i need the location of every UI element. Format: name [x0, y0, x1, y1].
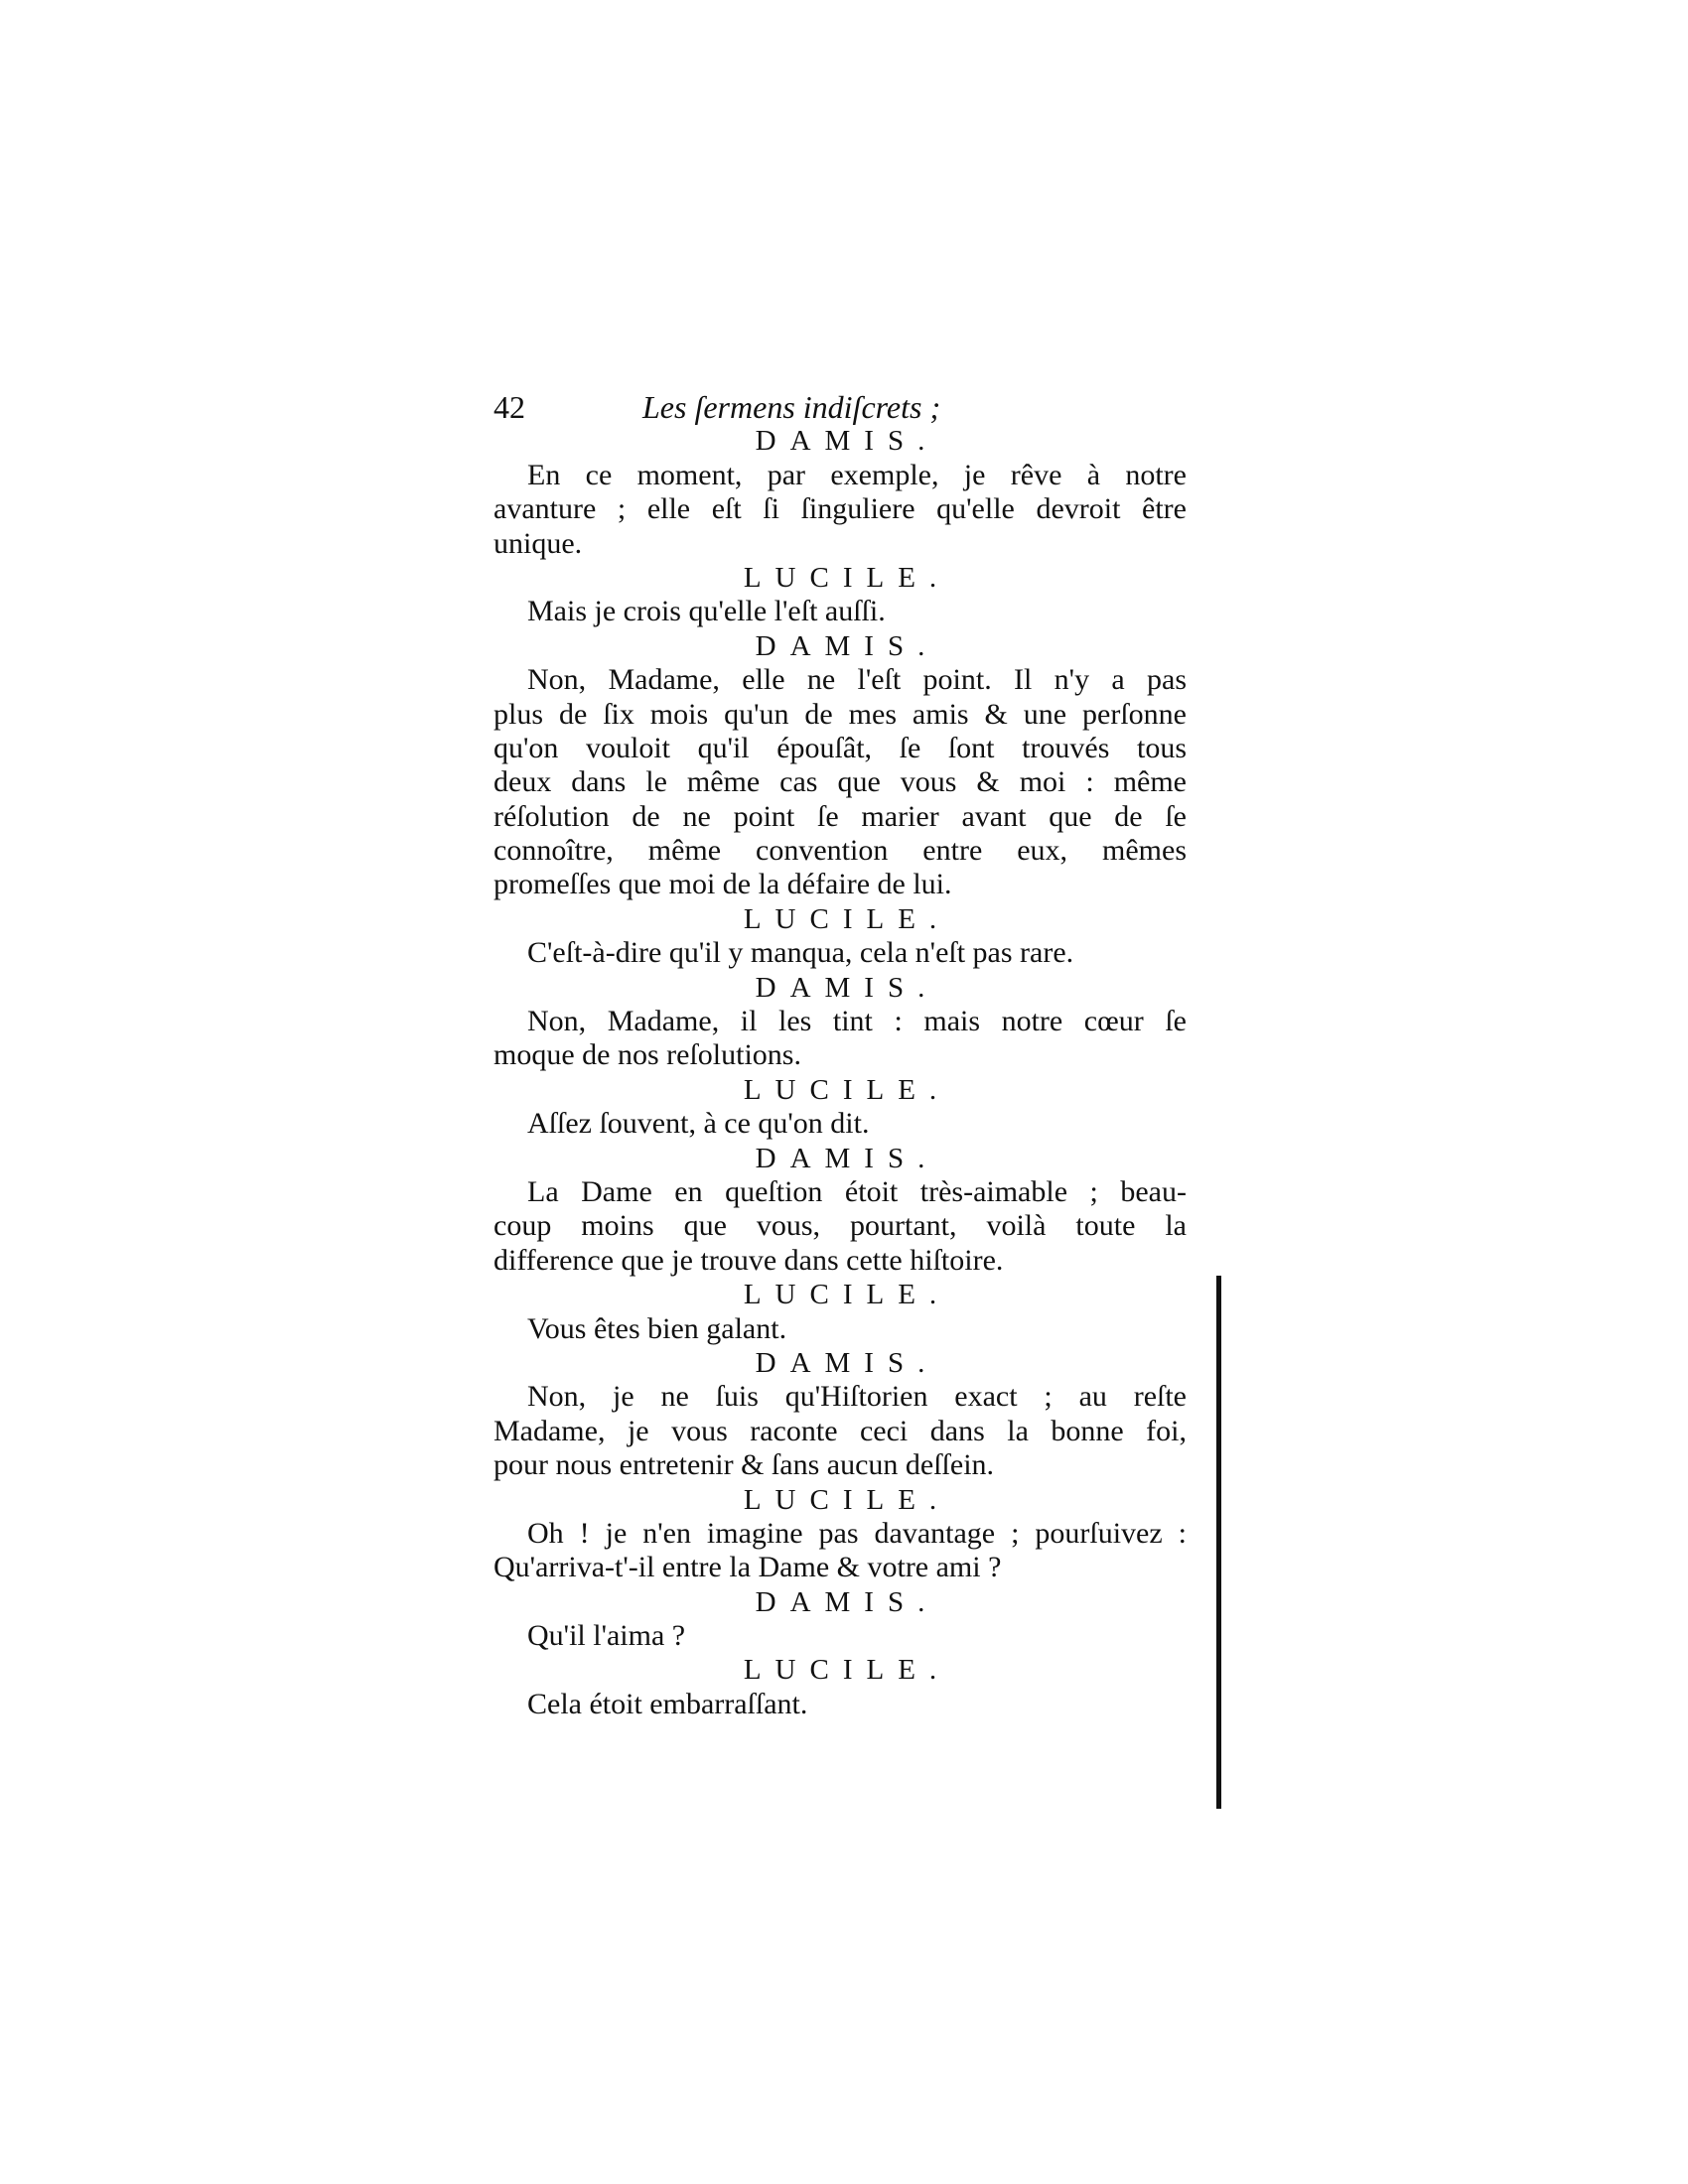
speaker-name: LUCILE. — [743, 1483, 951, 1516]
scan-margin-bar — [1216, 1276, 1221, 1809]
speaker-name: DAMIS. — [755, 1346, 939, 1379]
speaker-name: LUCILE. — [743, 1279, 951, 1311]
speech-line: En ce moment, par exemple, je rêve à notre — [527, 458, 1187, 491]
speech-line: promeſſes que moi de la défaire de lui. — [493, 868, 952, 901]
speech-line: Non, Madame, elle ne l'eſt point. Il n'y a pas — [527, 663, 1187, 697]
speaker-name: DAMIS. — [755, 971, 939, 1004]
speech-line: Qu'il l'aima ? — [527, 1619, 686, 1653]
speech-line: avanture ; elle eſt ſi ſinguliere qu'elle devroit être — [493, 492, 1187, 526]
speaker-name: DAMIS. — [755, 425, 939, 458]
speech-line: Cela étoit embarraſſant. — [527, 1687, 808, 1720]
page-number: 42 — [493, 389, 525, 425]
running-title: Les ſermens indiſcrets ; — [642, 389, 941, 425]
running-header — [493, 390, 1187, 424]
speech-line: Qu'arriva-t'-il entre la Dame & votre ami ? — [493, 1551, 1002, 1584]
speech-line: moque de nos reſolutions. — [493, 1038, 801, 1072]
speech-line: deux dans le même cas que vous & moi : même — [493, 765, 1187, 799]
speech-line: unique. — [493, 526, 583, 560]
speech-line: C'eſt-à-dire qu'il y manqua, cela n'eſt pas rare. — [527, 936, 1074, 970]
speech-line: Non, Madame, il les tint : mais notre cœur ſe — [527, 1005, 1187, 1038]
dialogue — [493, 424, 1187, 1721]
speech-line: connoître, même convention entre eux, mêmes — [493, 834, 1187, 868]
speech-line: difference que je trouve dans cette hiſtoire. — [493, 1243, 1004, 1277]
speaker-name: LUCILE. — [743, 561, 951, 594]
speaker-name: LUCILE. — [743, 1654, 951, 1687]
speech-line: coup moins que vous, pourtant, voilà toute la — [493, 1209, 1187, 1243]
speech-line: Oh ! je n'en imagine pas davantage ; pourſuivez : — [527, 1516, 1187, 1550]
speech-line: Non, je ne ſuis qu'Hiſtorien exact ; au reſte — [527, 1380, 1187, 1414]
book-page — [493, 390, 1187, 1721]
speech-line: Aſſez ſouvent, à ce qu'on dit. — [527, 1107, 870, 1141]
speech-line: qu'on vouloit qu'il épouſât, ſe ſont trouvés tous — [493, 731, 1187, 764]
speech-line: réſolution de ne point ſe marier avant que de ſe — [493, 799, 1187, 833]
speaker-name: LUCILE. — [743, 902, 951, 935]
speech-line: Mais je crois qu'elle l'eſt auſſi. — [527, 595, 886, 628]
speaker-name: LUCILE. — [743, 1073, 951, 1106]
speaker-name: DAMIS. — [755, 1142, 939, 1174]
speech-line: Vous êtes bien galant. — [527, 1311, 787, 1345]
speech-line: La Dame en queſtion étoit très-aimable ; beau- — [527, 1174, 1187, 1208]
speech-line: pour nous entretenir & ſans aucun deſſein. — [493, 1448, 995, 1482]
speaker-name: DAMIS. — [755, 629, 939, 662]
speaker-name: DAMIS. — [755, 1585, 939, 1618]
speech-line: Madame, je vous raconte ceci dans la bonne foi, — [493, 1414, 1187, 1447]
speech-line: plus de ſix mois qu'un de mes amis & une perſonne — [493, 697, 1187, 731]
